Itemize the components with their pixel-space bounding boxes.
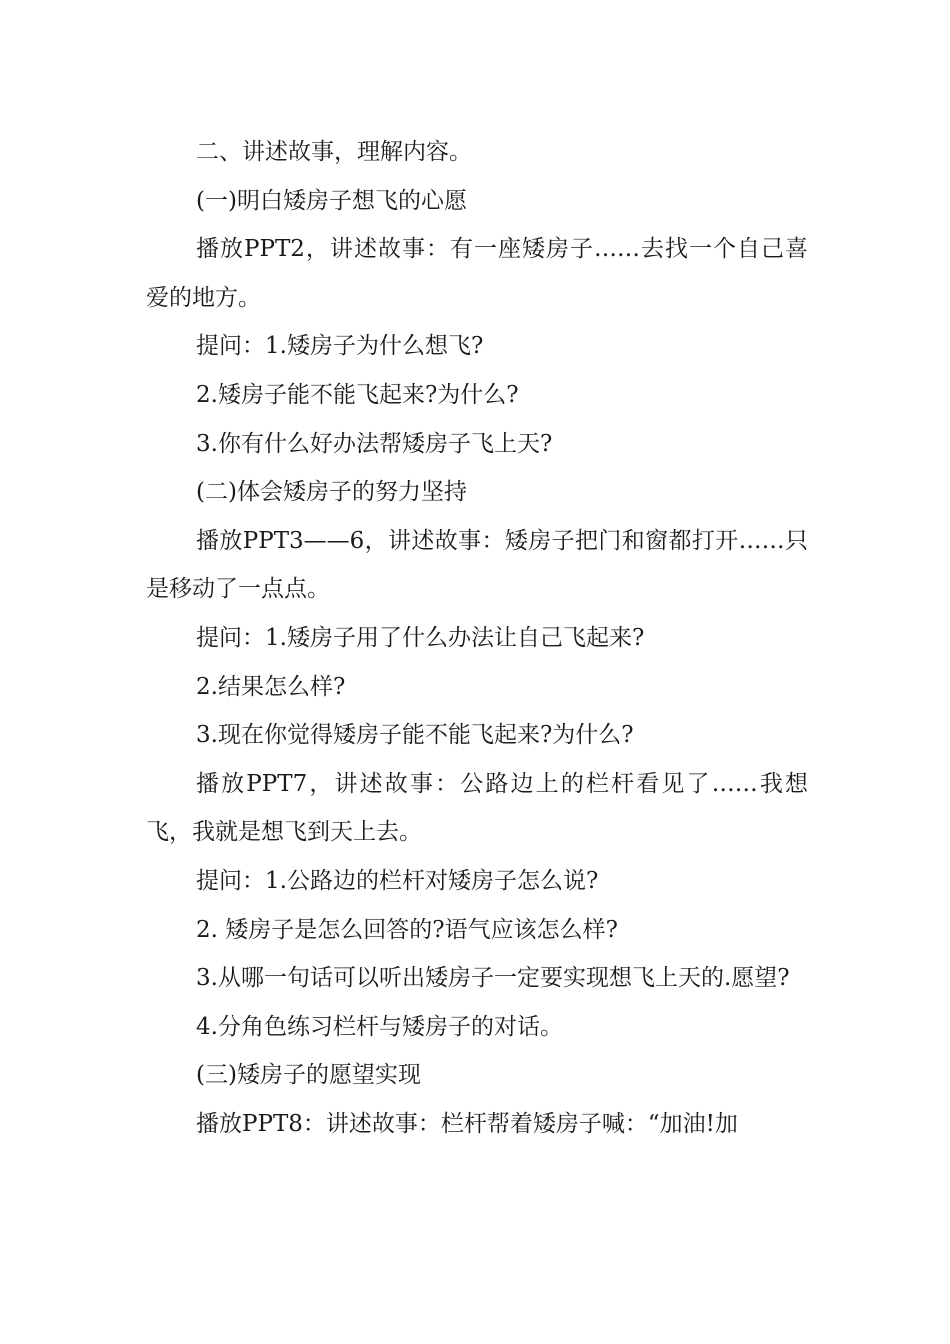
document-body xyxy=(146,128,808,1148)
question-3-4: 4.分角色练习栏杆与矮房子的对话。 xyxy=(196,1013,563,1040)
question-3-2: 2. 矮房子是怎么回答的?语气应该怎么样? xyxy=(196,916,618,943)
paragraph-ppt8: 播放PPT8：讲述故事：栏杆帮着矮房子喊：“加油!加 xyxy=(196,1110,738,1137)
subsection-heading-three: (三)矮房子的愿望实现 xyxy=(196,1062,421,1089)
question-2-1: 提问：1.矮房子用了什么办法让自己飞起来? xyxy=(196,624,645,651)
subsection-heading-one: (一)明白矮房子想飞的心愿 xyxy=(196,187,467,214)
section-heading-two: 二、讲述故事，理解内容。 xyxy=(196,139,472,165)
subsection-heading-two: (二)体会矮房子的努力坚持 xyxy=(196,479,467,506)
question-3-3: 3.从哪一句话可以听出矮房子一定要实现想飞上天的.愿望? xyxy=(196,965,790,992)
question-1-3: 3.你有什么好办法帮矮房子飞上天? xyxy=(196,430,553,457)
question-2-3: 3.现在你觉得矮房子能不能飞起来?为什么? xyxy=(196,722,634,749)
question-1-2: 2.矮房子能不能飞起来?为什么? xyxy=(196,381,519,408)
paragraph-ppt3-6: 播放PPT3——6，讲述故事：矮房子把门和窗都打开……只是移动了一点点。 xyxy=(146,527,808,603)
paragraph-ppt7: 播放PPT7，讲述故事：公路边上的栏杆看见了……我想飞，我就是想飞到天上去。 xyxy=(146,770,808,846)
question-1-1: 提问：1.矮房子为什么想飞? xyxy=(196,333,484,360)
paragraph-ppt2: 播放PPT2，讲述故事：有一座矮房子……去找一个自己喜爱的地方。 xyxy=(146,236,808,311)
question-3-1: 提问：1.公路边的栏杆对矮房子怎么说? xyxy=(196,867,599,894)
question-2-2: 2.结果怎么样? xyxy=(196,673,346,700)
